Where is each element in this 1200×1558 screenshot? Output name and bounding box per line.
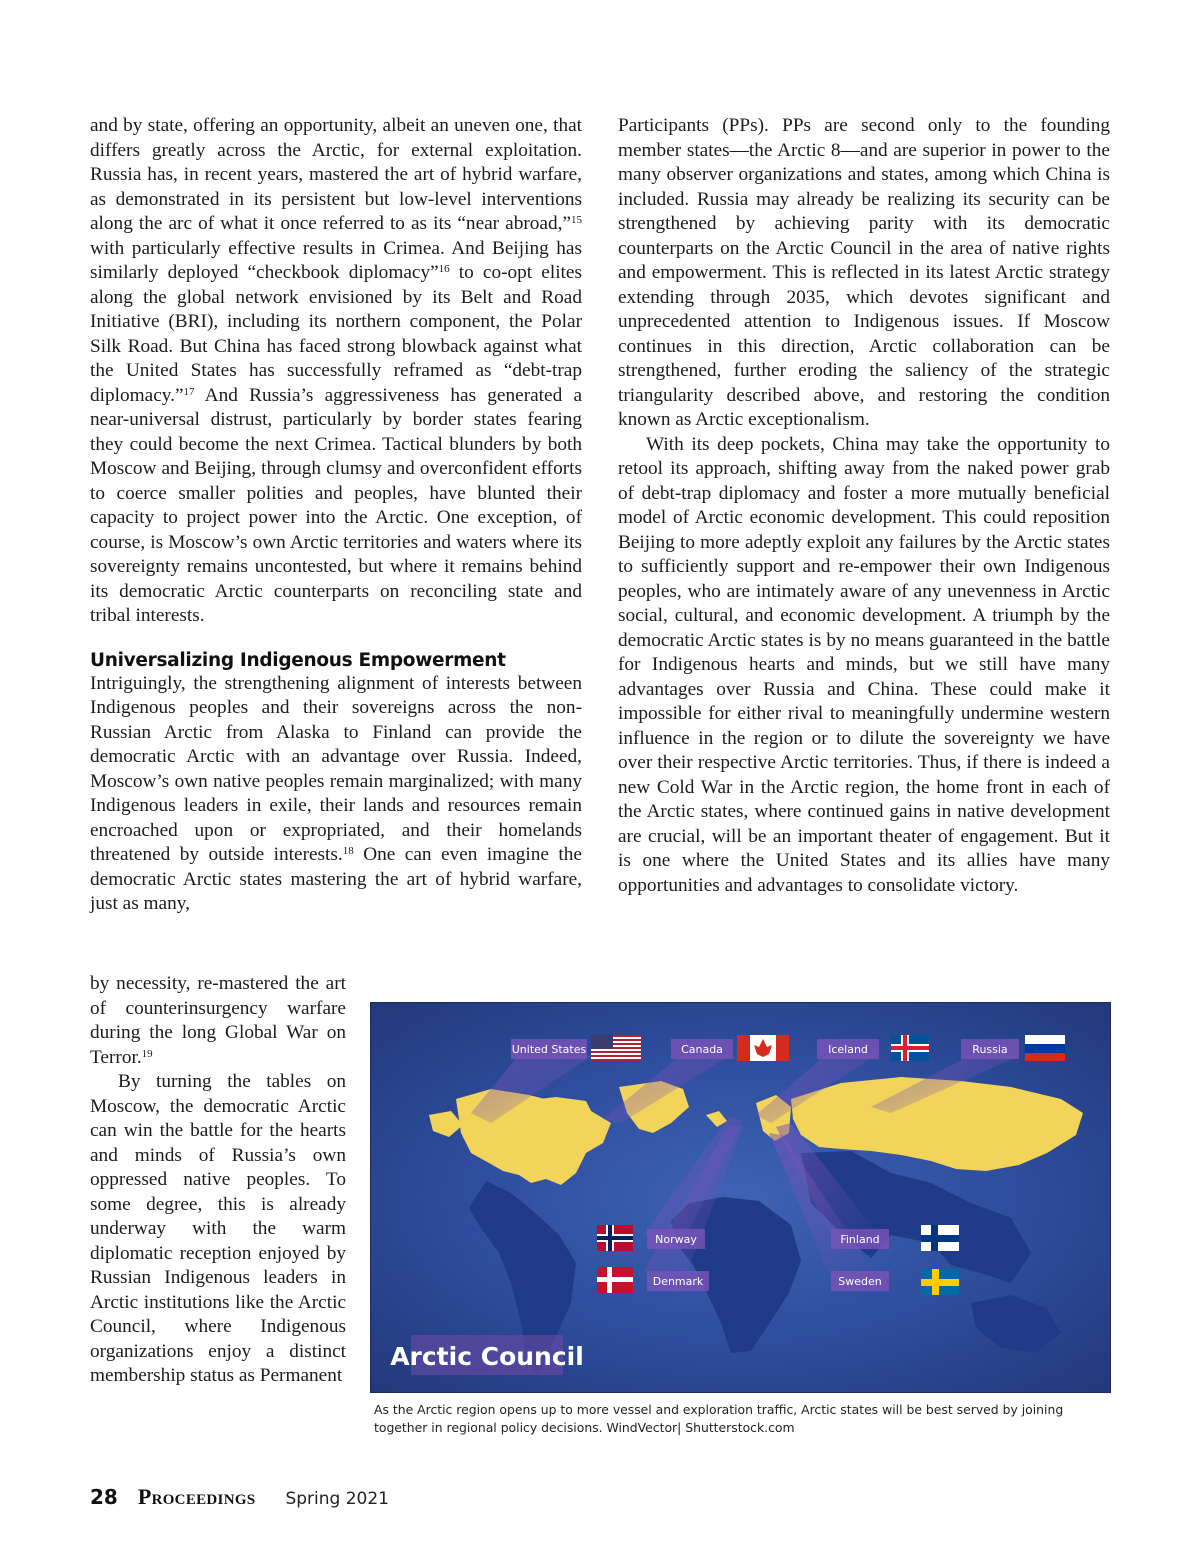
label-sweden — [831, 1271, 889, 1291]
svg-text:Arctic Council: Arctic Council — [390, 1342, 584, 1371]
map-title — [390, 1335, 584, 1375]
svg-text:Norway: Norway — [655, 1233, 697, 1246]
svg-text:Sweden: Sweden — [838, 1275, 882, 1288]
page-footer — [90, 1484, 389, 1514]
svg-text:Finland: Finland — [840, 1233, 880, 1246]
footnote-ref[interactable]: 17 — [183, 385, 195, 398]
body-paragraph: Intriguingly, the strengthening alignment of interests between Indigenous peoples and their sovereigns across the non-Russian Arctic from Alaska to Finland can provide the democratic Arctic with an advantage over Russia. Indeed, Moscow’s own native peoples remain marginalized; with many Indigenous leaders in exile, their lands and resources remain encroached upon or expropriated, and their homelands threatened by outside interests.$^{18}$ One can even imagine the democratic Arctic states mastering the art of hybrid warfare, just as many, — [90, 672, 582, 914]
iceland-flag-icon — [891, 1035, 929, 1061]
canada-flag-icon — [737, 1035, 789, 1061]
label-canada — [671, 1039, 733, 1059]
figure-caption: As the Arctic region opens up to more vessel and exploration traffic, Arctic states will be best served by joining together in regional policy decisions. WindVector| Shutterstock.com — [374, 1402, 1064, 1435]
footnote-ref[interactable]: 18 — [342, 845, 354, 857]
body-paragraph: Participants (PPs). PPs are second only to the founding member states—the Arctic 8—and are superior in power to the many observer organizations and states, among which China is included. Russia may already be realizing its security can be strengthened by achieving parity with its democratic counterparts on the Arctic Council in the area of native rights and empowerment. This is reflected in its latest Arctic strategy extending through 2035, which devotes significant and unprecedented attention to Indigenous issues. If Moscow continues in this direction, Arctic collaboration can be strengthened, further eroding the saliency of the strategic triangularity described above, and restoring the condition known as Arctic exceptionalism. — [618, 115, 1110, 430]
arctic-council-map-figure — [370, 1002, 1111, 1393]
svg-text:United States: United States — [511, 1043, 587, 1056]
left-column — [90, 114, 582, 917]
finland-flag-icon — [921, 1225, 959, 1251]
label-united-states — [511, 1039, 587, 1059]
label-norway — [647, 1229, 705, 1249]
issue-date: Spring 2021 — [285, 1489, 389, 1509]
label-russia — [961, 1039, 1019, 1059]
svg-text:Iceland: Iceland — [828, 1043, 868, 1056]
label-denmark — [647, 1271, 709, 1291]
magazine-name: Proceedings — [137, 1484, 256, 1509]
svg-text:Canada: Canada — [681, 1043, 723, 1056]
footnote-ref[interactable]: 15 — [571, 214, 582, 226]
label-iceland — [817, 1039, 879, 1059]
body-paragraph: by necessity, re-mastered the art of counterinsurgency warfare during the long Global War on Terror.$^{19}$ — [90, 973, 346, 1068]
world-map-illustration — [371, 1003, 1110, 1392]
body-paragraph: and by state, offering an opportunity, albeit an uneven one, that differs greatly across the Arctic, for external exploitation. Russia has, in recent years, mastered the art of hybrid warfare, as demonstrated in its persistent but low-level interventions along the arc of what it once referred to as its “near abroad,”$^{15}$ with particularly effective results in Crimea. And Beijing has similarly deployed “checkbook diplomacy”$^{16}$ to co-opt elites along the global network envisioned by its Belt and Road Initiative (BRI), including its northern component, the Polar Silk Road. But China has faced strong blowback against what the United States has successfully reframed as “debt-trap diplomacy.”$^{17}$ And Russia’s aggressiveness has generated a near-universal distrust, particularly by border states fearing they could become the next Crimea. Tactical blunders by both Moscow and Beijing, through clumsy and overconfident efforts to coerce smaller polities and peoples, have blunted their capacity to project power into the Arctic. One exception, of course, is Moscow’s own Arctic territories and waters where its sovereignty remains uncontested, but where it remains behind its democratic Arctic counterparts on reconciling state and tribal interests. — [90, 115, 582, 626]
svg-text:Denmark: Denmark — [652, 1275, 704, 1288]
body-paragraph: By turning the tables on Moscow, the democratic Arctic can win the battle for the hearts and minds of Russia’s own oppressed native peoples. To some degree, this is already underway with the warm diplomatic reception enjoyed by Russian Indigenous leaders in Arctic institutions like the Arctic Council, where Indigenous organizations enjoy a distinct membership status as Permanent — [90, 1071, 346, 1386]
sweden-flag-icon — [921, 1269, 959, 1295]
body-paragraph: With its deep pockets, China may take the opportunity to retool its approach, shifting away from the naked power grab of debt-trap diplomacy and foster a more mutually beneficial model of Arctic economic development. This could reposition Beijing to more adeptly exploit any failures by the Arctic states to sufficiently support and re-empower their own Indigenous peoples, who are intimately aware of any unevenness in Arctic social, cultural, and economic development. A triumph by the democratic Arctic states is by no means guaranteed in the battle for Indigenous hearts and minds, but we still have many advantages over Russia and China. These could make it impossible for either rival to meaningfully undermine western influence in the region or to dilute the sovereignty we have over their respective Arctic territories. Thus, if there is indeed a new Cold War in the Arctic region, the home front in each of the Arctic states, where continued gains in native development are crucial, will be an important theater of engagement. But it is one where the United States and its allies have many opportunities and advantages to consolidate victory. — [618, 433, 1110, 896]
svg-text:Russia: Russia — [972, 1043, 1008, 1056]
narrow-column — [90, 972, 346, 1389]
russia-flag-icon — [1025, 1035, 1065, 1061]
footnote-ref[interactable]: 19 — [141, 1047, 153, 1060]
right-column — [618, 114, 1110, 898]
page-number: 28 — [90, 1485, 118, 1509]
us-flag-icon — [591, 1035, 641, 1061]
label-finland — [831, 1229, 889, 1249]
footnote-ref[interactable]: 16 — [438, 263, 450, 275]
denmark-flag-icon — [597, 1267, 633, 1293]
section-heading: Universalizing Indigenous Empowerment — [90, 649, 506, 671]
norway-flag-icon — [597, 1225, 633, 1251]
